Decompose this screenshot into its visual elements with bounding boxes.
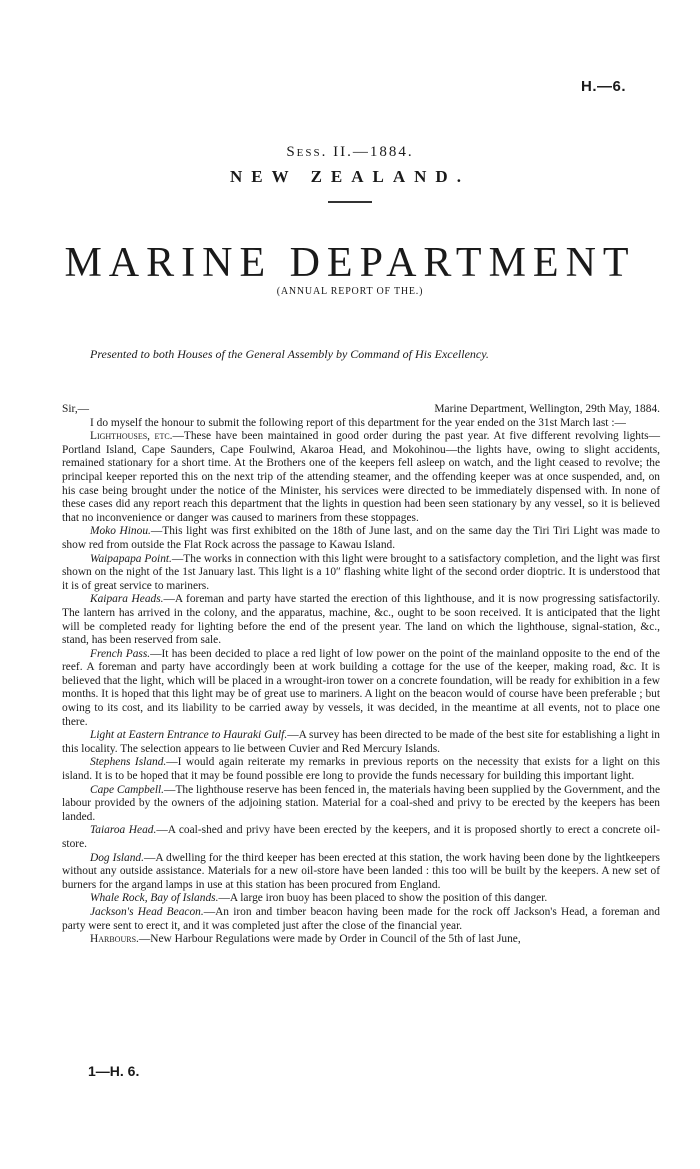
paragraph-text: —This light was first exhibited on the 18th of June last, and on the same day the Tiri Tiri Light was made to show red from outside the Flat Rock across the passage to Kawau Island.	[62, 525, 660, 551]
report-paragraph	[62, 593, 660, 647]
report-paragraph	[62, 824, 660, 851]
paragraph-heading: Jackson's Head Beacon.	[90, 905, 204, 918]
paragraph-text: —A coal-shed and privy have been erected by the keepers, and it is proposed shortly to erect a concrete oil-store.	[62, 824, 660, 850]
paragraph-text: —The lighthouse reserve has been fenced in, the materials having been supplied by the Government, and the labour provided by the owners of the adjoining station. Material for a coal-shed and privy to be erected by the keepers has been landed.	[62, 783, 661, 823]
session-line: Sess. II.—1884.	[286, 144, 414, 160]
presented-line: Presented to both Houses of the General Assembly by Command of His Excellency.	[90, 347, 489, 361]
paragraph-heading: Dog Island.	[90, 851, 144, 864]
report-subtitle: (ANNUAL REPORT OF THE.)	[276, 286, 424, 297]
report-paragraph	[62, 906, 660, 933]
country-heading: NEW ZEALAND.	[230, 167, 470, 186]
paragraph-heading: Stephens Island.	[90, 756, 167, 769]
report-paragraph	[62, 648, 660, 730]
report-paragraph	[62, 525, 660, 552]
paragraph-heading: Kaipara Heads.	[90, 593, 164, 606]
page-footer-id: 1—H. 6.	[88, 1063, 140, 1079]
paragraph-text: —These have been maintained in good order during the past year. At five different revolving lights—Portland Island, Cape Saunders, Cape Foulwind, Akaroa Head, and Mokohinou—the lights have, owing to slight accidents, remained stationary for a short time. At the Brothers one of the keepers fell asleep on watch, and the light ceased to revolve; the principal keeper reported this on the next trip of the attending steamer, and the offending keeper was at once suspended, and, on his case being brought under the notice of the Minister, his services were directed to be immediately dispensed with. In none of these cases did any report reach this department that the lights in question had been seen stationary by any vessel, so it is believed that no inconvenience or danger was caused to mariners from these stoppages.	[62, 430, 660, 524]
paragraph-heading: Moko Hinou.	[90, 525, 151, 538]
report-title: MARINE DEPARTMENT	[64, 240, 636, 286]
letter-intro: I do myself the honour to submit the following report of this department for the year ended on the 31st March last :—	[90, 416, 626, 429]
paragraph-text: —A foreman and party have started the erection of this lighthouse, and it is now progressing satisfactorily. The lantern has arrived in the colony, and the apparatus, machine, &c., ought to be soon received. It is anticipated that the light will be completed ready for lighting before the end of the present year. The land on which the lighthouse, signal-station, &c., stand, has been reserved from sale.	[62, 593, 660, 647]
paragraph-heading: Whale Rock, Bay of Islands.	[90, 892, 219, 905]
report-paragraph	[62, 553, 660, 594]
paragraph-heading: Lighthouses, etc.	[90, 430, 173, 443]
paragraph-text: —I would again reiterate my remarks in previous reports on the necessity that exists for a light on this island. It is to be hoped that it may be found possible ere long to provide the funds necessary for building this important light.	[62, 756, 660, 783]
paragraph-text: —New Harbour Regulations were made by Order in Council of the 5th of last June,	[138, 933, 521, 946]
paragraph-text: —The works in connection with this light were brought to a satisfactory completion, and the light was first shown on the night of the 1st January last. This light is a 10″ flashing white light of the second order dioptric. It is understood that it is of great service to mariners.	[62, 552, 660, 592]
report-paragraph	[62, 430, 660, 525]
report-paragraph	[62, 892, 660, 906]
salutation: Sir,—	[62, 403, 90, 415]
paragraph-text: —A dwelling for the third keeper has been erected at this station, the work having been done by the lightkeepers without any outside assistance. Materials for a new oil-store have been landed : this too will be built by the keepers. A new set of burners for the argand lamps in use at this station has been procured from England.	[62, 851, 660, 891]
paragraph-text: —It has been decided to place a red light of low power on the point of the mainland opposite to the end of the reef. A foreman and party have accordingly been at work building a cottage for the use of the keeper, making road, &c. It is believed that the light, which will be placed in a wrought-iron tower on a concrete foundation, will be ready for exhibition in a few months. It is hoped that this light may be of great use to mariners. A light on the beacon would of course have been preferable ; but owing to its cost, and its liability to be carried away by vessels, it was decided, in the meantime at all events, not to place one there.	[62, 647, 660, 728]
report-paragraph	[62, 933, 660, 947]
letter-header	[62, 403, 660, 417]
paragraph-heading: Waipapapa Point.	[90, 552, 172, 565]
report-paragraph	[62, 784, 660, 825]
title-divider	[328, 201, 372, 203]
report-paragraph	[62, 729, 660, 756]
report-paragraph	[62, 852, 660, 893]
letter-body	[62, 403, 660, 947]
dateline: Marine Department, Wellington, 29th May, 1884.	[434, 403, 660, 415]
paragraph-heading: Harbours.	[90, 933, 139, 946]
paragraph-heading: Light at Eastern Entrance to Hauraki Gulf.	[90, 729, 288, 742]
paragraph-heading: Taiaroa Head.	[90, 824, 157, 837]
paragraph-text: —A large iron buoy has been placed to show the position of this danger.	[218, 892, 548, 905]
report-paragraph	[62, 756, 660, 783]
document-number: H.—6.	[580, 78, 626, 95]
paragraph-text: —A survey has been directed to be made of the best site for establishing a light in this locality. The selection appears to lie between Cuvier and Red Mercury Islands.	[62, 729, 660, 755]
report-paragraphs	[62, 430, 660, 947]
paragraph-heading: Cape Campbell.	[90, 783, 165, 796]
paragraph-heading: French Pass.	[90, 647, 151, 660]
paragraph-text: —An iron and timber beacon having been made for the rock off Jackson's Head, a foreman and party were sent to erect it, and it was completed just after the close of the financial year.	[62, 905, 660, 932]
